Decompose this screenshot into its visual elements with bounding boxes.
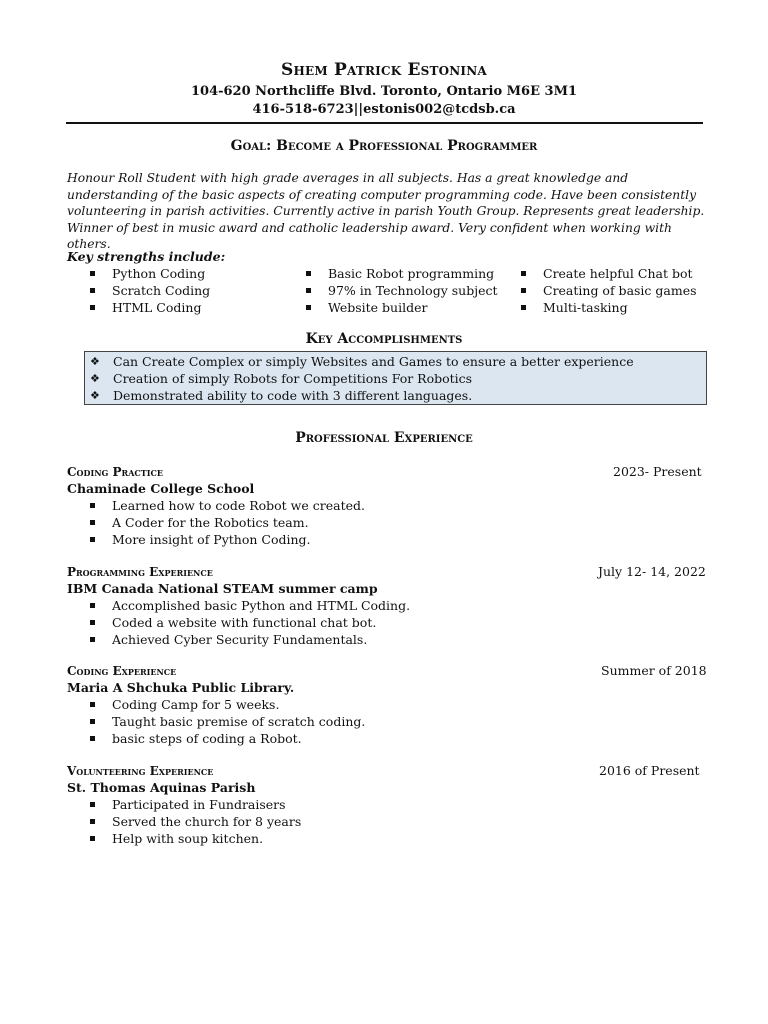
strength-item: Multi-tasking xyxy=(519,299,697,316)
accomplishment-text: Can Create Complex or simply Websites and Games to ensure a better experience xyxy=(113,354,634,369)
duty-item: Served the church for 8 years xyxy=(88,813,707,830)
duty-item: Coded a website with functional chat bot. xyxy=(88,614,707,631)
duties-list xyxy=(67,796,707,847)
experience-heading: Professional Experience xyxy=(295,430,473,446)
experience-entry xyxy=(67,763,707,847)
duty-item: A Coder for the Robotics team. xyxy=(88,514,707,531)
role-title: Volunteering Experience xyxy=(67,764,214,778)
organization: IBM Canada National STEAM summer camp xyxy=(67,581,378,596)
strength-item: HTML Coding xyxy=(88,299,210,316)
experience-entry xyxy=(67,564,707,648)
diamond-bullet-icon: ❖ xyxy=(90,372,100,385)
duty-item: Help with soup kitchen. xyxy=(88,830,707,847)
accomplishments-heading: Key Accomplishments xyxy=(305,331,463,347)
experience-entry xyxy=(67,663,707,747)
organization: St. Thomas Aquinas Parish xyxy=(67,780,256,795)
date-range: 2023- Present xyxy=(613,464,702,479)
goal-heading: Goal: Become a Professional Programmer xyxy=(230,138,538,154)
summary-paragraph: Honour Roll Student with high grade averages in all subjects. Has a great knowledge and understanding of the basic aspects of creating computer programming code. Have been consistently volunteering in parish activities. Currently active in parish Youth Group. Represents great leadership. Winner of best in music award and catholic leadership award. Very confident when working with others. xyxy=(67,171,705,252)
duty-item: Accomplished basic Python and HTML Coding. xyxy=(88,597,707,614)
strengths-column-1 xyxy=(88,265,210,316)
strength-item: Scratch Coding xyxy=(88,282,210,299)
mailing-address: 104-620 Northcliffe Blvd. Toronto, Ontario M6E 3M1 xyxy=(190,84,578,99)
accomplishment-text: Demonstrated ability to code with 3 different languages. xyxy=(113,388,473,403)
duty-item: basic steps of coding a Robot. xyxy=(88,730,707,747)
strength-item: Website builder xyxy=(304,299,498,316)
duty-item: Taught basic premise of scratch coding. xyxy=(88,713,707,730)
contact-info: 416-518-6723||estonis002@tcdsb.ca xyxy=(252,102,516,117)
organization: Maria A Shchuka Public Library. xyxy=(67,680,295,695)
accomplishments-box xyxy=(84,351,707,405)
strength-item: Python Coding xyxy=(88,265,210,282)
strength-item: Creating of basic games xyxy=(519,282,697,299)
date-range: 2016 of Present xyxy=(599,763,700,778)
duty-item: Participated in Fundraisers xyxy=(88,796,707,813)
duty-item: More insight of Python Coding. xyxy=(88,531,707,548)
duty-item: Learned how to code Robot we created. xyxy=(88,497,707,514)
duties-list xyxy=(67,597,707,648)
strength-item: Basic Robot programming xyxy=(304,265,498,282)
diamond-bullet-icon: ❖ xyxy=(90,389,100,402)
experience-entry xyxy=(67,464,707,548)
date-range: Summer of 2018 xyxy=(601,663,707,678)
accomplishment-item xyxy=(85,370,706,387)
role-title: Programming Experience xyxy=(67,565,213,579)
organization: Chaminade College School xyxy=(67,481,255,496)
header-divider xyxy=(66,122,703,124)
duty-item: Coding Camp for 5 weeks. xyxy=(88,696,707,713)
strength-item: 97% in Technology subject xyxy=(304,282,498,299)
duty-item: Achieved Cyber Security Fundamentals. xyxy=(88,631,707,648)
strengths-column-2 xyxy=(304,265,498,316)
date-range: July 12- 14, 2022 xyxy=(598,564,706,579)
duties-list xyxy=(67,497,707,548)
accomplishment-item xyxy=(85,353,706,370)
strengths-column-3 xyxy=(519,265,697,316)
duties-list xyxy=(67,696,707,747)
strength-item: Create helpful Chat bot xyxy=(519,265,697,282)
role-title: Coding Practice xyxy=(67,465,163,479)
role-title: Coding Experience xyxy=(67,664,177,678)
accomplishment-item xyxy=(85,387,706,404)
accomplishment-text: Creation of simply Robots for Competitions For Robotics xyxy=(113,371,473,386)
candidate-name: Shem Patrick Estonina xyxy=(281,60,487,80)
diamond-bullet-icon: ❖ xyxy=(90,355,100,368)
strengths-heading: Key strengths include: xyxy=(67,249,226,264)
